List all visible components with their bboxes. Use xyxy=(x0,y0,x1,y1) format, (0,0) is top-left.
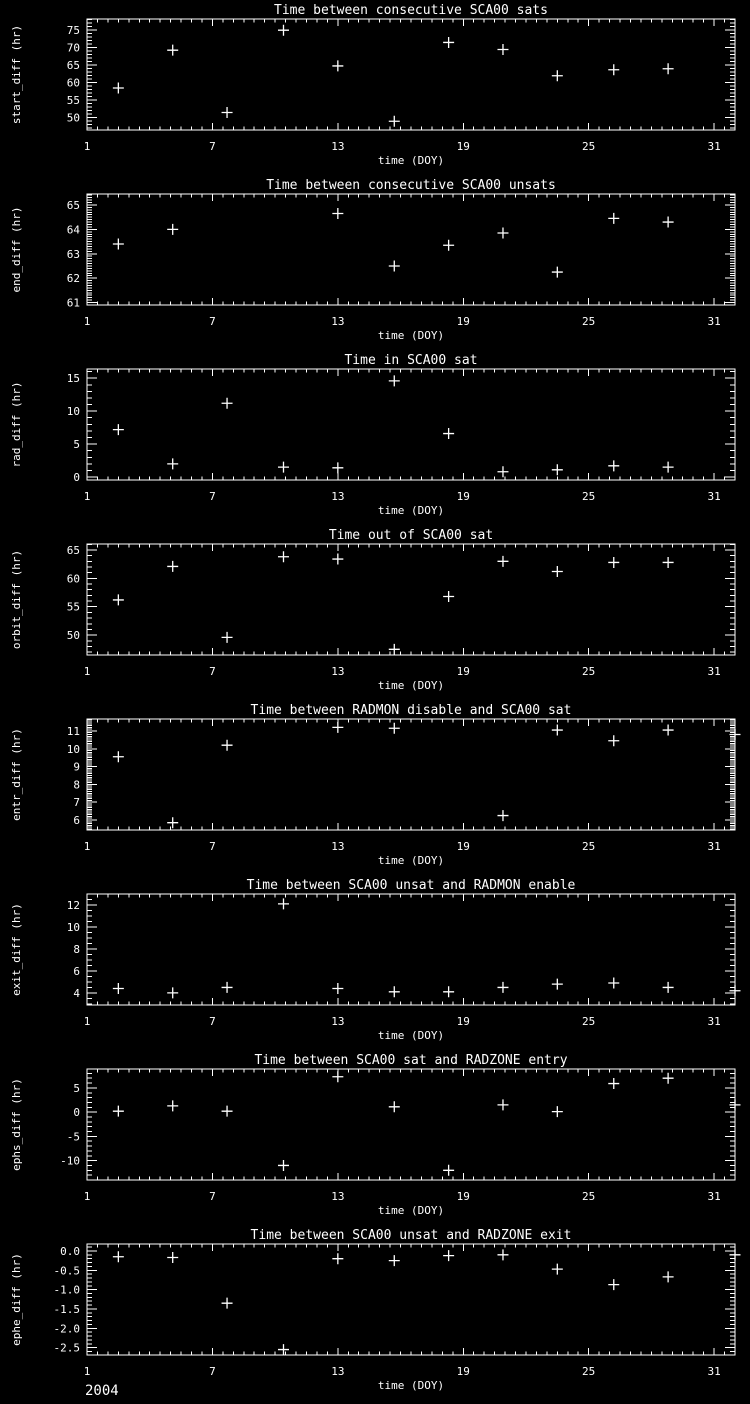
data-point-marker xyxy=(608,735,619,746)
data-point-marker xyxy=(497,44,508,55)
plot-block-entr-diff xyxy=(0,700,750,875)
plot-block-exit-diff xyxy=(0,875,750,1050)
y-tick-labels xyxy=(54,1245,81,1355)
y-tick-label: -1.0 xyxy=(53,1283,80,1297)
y-tick-label: 65 xyxy=(66,543,80,557)
scatter-plot-ephe-diff xyxy=(0,1225,750,1400)
plot-block-end-diff xyxy=(0,175,750,350)
data-point-marker xyxy=(332,983,343,994)
x-tick-label: 31 xyxy=(707,315,721,328)
y-tick-label: 62 xyxy=(66,272,80,286)
data-point-marker xyxy=(389,986,400,997)
x-axis-ticks xyxy=(87,544,735,655)
y-tick-labels xyxy=(67,725,80,827)
plot-frame xyxy=(87,1244,735,1355)
data-point-marker xyxy=(167,45,178,56)
y-axis-ticks xyxy=(87,20,735,129)
data-points xyxy=(113,25,674,127)
x-tick-label: 13 xyxy=(331,840,345,853)
data-points xyxy=(113,1071,741,1176)
x-tick-label: 13 xyxy=(331,1190,345,1203)
y-tick-label: 9 xyxy=(73,760,80,774)
x-axis-label: time (DOY) xyxy=(377,154,445,167)
plot-block-ephs-diff xyxy=(0,1050,750,1225)
y-tick-label: 11 xyxy=(66,724,80,738)
y-tick-label: -2.0 xyxy=(53,1322,80,1336)
x-tick-labels xyxy=(84,1365,721,1378)
data-point-marker xyxy=(608,213,619,224)
y-tick-label: 6 xyxy=(73,964,80,978)
data-point-marker xyxy=(278,1344,289,1355)
y-tick-label: 65 xyxy=(66,59,80,73)
data-point-marker xyxy=(389,723,400,734)
plot-block-start-diff xyxy=(0,0,750,175)
data-point-marker xyxy=(278,25,289,36)
data-point-marker xyxy=(113,1106,124,1117)
data-point-marker xyxy=(608,460,619,471)
x-tick-label: 19 xyxy=(456,140,470,153)
x-tick-label: 25 xyxy=(582,840,596,853)
x-tick-label: 19 xyxy=(456,1015,470,1028)
x-tick-label: 31 xyxy=(707,1365,721,1378)
data-point-marker xyxy=(167,458,178,469)
y-axis-ticks xyxy=(87,1073,735,1180)
y-tick-labels xyxy=(67,372,80,484)
data-points xyxy=(113,722,741,828)
y-tick-label: 0 xyxy=(73,471,80,485)
data-point-marker xyxy=(389,260,400,271)
x-tick-labels xyxy=(84,1015,721,1028)
data-point-marker xyxy=(443,1250,454,1261)
y-tick-label: 61 xyxy=(66,296,80,310)
y-axis-label: start_diff (hr) xyxy=(10,24,23,125)
data-point-marker xyxy=(222,398,233,409)
data-point-marker xyxy=(167,817,178,828)
x-tick-label: 31 xyxy=(707,1015,721,1028)
x-axis-label: time (DOY) xyxy=(377,1029,445,1042)
y-axis-ticks xyxy=(87,720,735,829)
x-tick-label: 1 xyxy=(83,840,91,853)
year-label: 2004 xyxy=(85,1383,119,1399)
y-tick-label: 10 xyxy=(66,742,80,756)
data-point-marker xyxy=(497,1249,508,1260)
x-tick-label: 31 xyxy=(707,840,721,853)
y-tick-label: 0.0 xyxy=(60,1244,80,1258)
x-tick-label: 19 xyxy=(456,1190,470,1203)
data-point-marker xyxy=(278,551,289,562)
x-tick-label: 1 xyxy=(83,665,91,678)
x-tick-label: 1 xyxy=(83,1365,91,1378)
data-point-marker xyxy=(278,1160,289,1171)
x-tick-label: 25 xyxy=(582,315,596,328)
y-tick-label: 50 xyxy=(66,111,80,125)
x-tick-label: 13 xyxy=(331,1365,345,1378)
x-axis-ticks xyxy=(87,194,735,305)
x-tick-label: 7 xyxy=(209,1190,216,1203)
scatter-plot-exit-diff xyxy=(0,875,750,1050)
data-point-marker xyxy=(552,70,563,81)
plot-frame xyxy=(87,194,735,305)
y-tick-label: 64 xyxy=(66,223,80,237)
x-tick-label: 31 xyxy=(707,490,721,503)
data-point-marker xyxy=(113,751,124,762)
data-point-marker xyxy=(552,464,563,475)
x-axis-label: time (DOY) xyxy=(377,504,445,517)
data-point-marker xyxy=(389,375,400,386)
x-tick-label: 1 xyxy=(83,490,91,503)
data-points xyxy=(113,1249,741,1355)
data-point-marker xyxy=(443,37,454,48)
data-point-marker xyxy=(222,107,233,118)
scatter-plot-ephs-diff xyxy=(0,1050,750,1225)
data-point-marker xyxy=(389,1255,400,1266)
y-axis-ticks xyxy=(87,894,735,1004)
y-tick-labels xyxy=(60,1082,80,1168)
y-axis-label: orbit_diff (hr) xyxy=(10,549,23,650)
data-point-marker xyxy=(222,1298,233,1309)
x-tick-label: 25 xyxy=(582,1365,596,1378)
data-point-marker xyxy=(443,986,454,997)
y-tick-label: -10 xyxy=(60,1154,80,1168)
x-tick-label: 25 xyxy=(582,665,596,678)
x-tick-label: 7 xyxy=(209,140,216,153)
data-point-marker xyxy=(730,1099,741,1110)
y-tick-label: 5 xyxy=(73,1081,80,1095)
data-point-marker xyxy=(497,466,508,477)
data-point-marker xyxy=(608,1279,619,1290)
data-point-marker xyxy=(663,725,674,736)
x-tick-label: 25 xyxy=(582,1015,596,1028)
data-point-marker xyxy=(389,116,400,127)
x-tick-label: 7 xyxy=(209,1015,216,1028)
y-axis-label: rad_diff (hr) xyxy=(10,381,23,468)
data-point-marker xyxy=(113,82,124,93)
data-point-marker xyxy=(552,267,563,278)
x-tick-labels xyxy=(84,840,721,853)
plot-frame xyxy=(87,369,735,480)
y-tick-label: 12 xyxy=(66,898,80,912)
scatter-plot-rad-diff xyxy=(0,350,750,525)
data-point-marker xyxy=(730,985,741,996)
data-points xyxy=(113,551,674,655)
data-point-marker xyxy=(552,1106,563,1117)
x-axis-label: time (DOY) xyxy=(377,854,445,867)
data-point-marker xyxy=(663,462,674,473)
data-point-marker xyxy=(608,1078,619,1089)
plot-title: Time between SCA00 unsat and RADMON enable xyxy=(246,878,576,893)
data-point-marker xyxy=(113,594,124,605)
data-point-marker xyxy=(497,982,508,993)
y-tick-labels xyxy=(67,544,80,642)
data-point-marker xyxy=(552,566,563,577)
data-point-marker xyxy=(443,591,454,602)
scatter-plot-start-diff xyxy=(0,0,750,175)
plot-frame xyxy=(87,894,735,1005)
y-axis-label: ephe_diff (hr) xyxy=(10,1253,23,1346)
x-tick-label: 1 xyxy=(83,315,91,328)
plot-frame xyxy=(87,719,735,830)
y-axis-label: entr_diff (hr) xyxy=(10,728,23,821)
x-tick-label: 25 xyxy=(582,140,596,153)
x-tick-label: 19 xyxy=(456,840,470,853)
x-tick-label: 13 xyxy=(331,665,345,678)
x-tick-labels xyxy=(84,1190,721,1203)
data-point-marker xyxy=(497,810,508,821)
y-axis-label: ephs_diff (hr) xyxy=(10,1078,23,1171)
y-tick-labels xyxy=(67,199,81,310)
x-tick-label: 7 xyxy=(209,1365,216,1378)
y-axis-label: end_diff (hr) xyxy=(10,206,23,293)
data-point-marker xyxy=(332,1253,343,1264)
data-point-marker xyxy=(663,1073,674,1084)
x-tick-labels xyxy=(84,665,721,678)
x-tick-label: 25 xyxy=(582,1190,596,1203)
plot-frame xyxy=(87,19,735,130)
y-tick-label: 7 xyxy=(73,796,80,810)
data-point-marker xyxy=(113,1251,124,1262)
plot-title: Time out of SCA00 sat xyxy=(328,528,494,543)
x-tick-label: 1 xyxy=(83,1190,91,1203)
x-axis-ticks xyxy=(87,894,735,1005)
y-tick-label: 4 xyxy=(73,986,80,1000)
data-point-marker xyxy=(497,556,508,567)
data-points xyxy=(113,898,741,998)
x-tick-label: 7 xyxy=(209,490,216,503)
x-tick-label: 13 xyxy=(331,1015,345,1028)
x-axis-label: time (DOY) xyxy=(377,1379,445,1392)
x-tick-label: 19 xyxy=(456,315,470,328)
y-axis-ticks xyxy=(87,372,735,477)
data-point-marker xyxy=(443,1165,454,1176)
data-point-marker xyxy=(663,217,674,228)
x-axis-ticks xyxy=(87,719,735,830)
plot-title: Time between consecutive SCA00 sats xyxy=(274,3,548,18)
data-point-marker xyxy=(497,228,508,239)
y-tick-label: 70 xyxy=(66,41,80,55)
x-axis-label: time (DOY) xyxy=(377,1204,445,1217)
x-tick-label: 7 xyxy=(209,665,216,678)
data-point-marker xyxy=(332,60,343,71)
x-tick-label: 1 xyxy=(83,1015,91,1028)
y-tick-label: 8 xyxy=(73,942,80,956)
y-tick-label: 10 xyxy=(66,405,80,419)
y-tick-labels xyxy=(67,899,81,1000)
x-tick-label: 25 xyxy=(582,490,596,503)
data-point-marker xyxy=(608,978,619,989)
plot-frame xyxy=(87,1069,735,1180)
y-tick-label: 75 xyxy=(66,24,80,38)
data-point-marker xyxy=(332,1071,343,1082)
data-point-marker xyxy=(167,987,178,998)
y-tick-label: -2.5 xyxy=(53,1341,80,1355)
data-point-marker xyxy=(443,240,454,251)
x-tick-label: 13 xyxy=(331,490,345,503)
x-tick-label: 31 xyxy=(707,665,721,678)
y-axis-label: exit_diff (hr) xyxy=(10,903,23,996)
plot-block-rad-diff xyxy=(0,350,750,525)
data-point-marker xyxy=(552,725,563,736)
data-point-marker xyxy=(663,557,674,568)
data-point-marker xyxy=(167,561,178,572)
y-tick-label: 15 xyxy=(66,372,80,386)
data-point-marker xyxy=(497,1099,508,1110)
plot-block-ephe-diff xyxy=(0,1225,750,1400)
y-tick-label: 8 xyxy=(73,778,80,792)
data-point-marker xyxy=(222,632,233,643)
x-axis-ticks xyxy=(87,1069,735,1180)
x-tick-label: 13 xyxy=(331,315,345,328)
y-tick-label: 5 xyxy=(73,438,80,452)
data-point-marker xyxy=(552,979,563,990)
y-tick-label: -5 xyxy=(66,1130,80,1144)
x-tick-label: 7 xyxy=(209,840,216,853)
data-point-marker xyxy=(167,1252,178,1263)
x-tick-labels xyxy=(84,140,721,153)
data-point-marker xyxy=(222,982,233,993)
data-point-marker xyxy=(167,224,178,235)
y-tick-label: 55 xyxy=(66,600,80,614)
scatter-plot-end-diff xyxy=(0,175,750,350)
data-point-marker xyxy=(663,63,674,74)
data-point-marker xyxy=(332,554,343,565)
y-tick-label: 65 xyxy=(66,198,80,212)
data-point-marker xyxy=(663,982,674,993)
x-axis-ticks xyxy=(87,1244,735,1355)
data-point-marker xyxy=(113,239,124,250)
x-tick-label: 31 xyxy=(707,1190,721,1203)
data-point-marker xyxy=(278,462,289,473)
y-tick-label: 10 xyxy=(66,920,80,934)
data-point-marker xyxy=(167,1100,178,1111)
x-tick-label: 1 xyxy=(83,140,91,153)
x-tick-label: 19 xyxy=(456,490,470,503)
data-point-marker xyxy=(113,424,124,435)
plot-title: Time between SCA00 sat and RADZONE entry xyxy=(254,1053,568,1068)
y-tick-label: 6 xyxy=(73,814,80,828)
y-tick-label: 60 xyxy=(66,572,80,586)
x-axis-label: time (DOY) xyxy=(377,679,445,692)
plot-title: Time between RADMON disable and SCA00 sat xyxy=(250,703,572,718)
plot-title: Time between SCA00 unsat and RADZONE exit xyxy=(250,1228,572,1243)
plot-block-orbit-diff xyxy=(0,525,750,700)
y-tick-label: 63 xyxy=(66,247,80,261)
data-points xyxy=(113,208,674,278)
y-axis-ticks xyxy=(87,544,735,652)
y-axis-ticks xyxy=(87,195,735,305)
data-point-marker xyxy=(222,1106,233,1117)
data-points xyxy=(113,375,674,477)
x-tick-label: 19 xyxy=(456,665,470,678)
data-point-marker xyxy=(663,1271,674,1282)
plot-frame xyxy=(87,544,735,655)
x-axis-label: time (DOY) xyxy=(377,329,445,342)
data-point-marker xyxy=(113,983,124,994)
plot-title: Time between consecutive SCA00 unsats xyxy=(266,178,556,193)
y-tick-label: 50 xyxy=(66,629,80,643)
data-point-marker xyxy=(608,557,619,568)
y-tick-label: 60 xyxy=(66,76,80,90)
x-tick-label: 7 xyxy=(209,315,216,328)
x-tick-labels xyxy=(84,490,721,503)
data-point-marker xyxy=(389,1101,400,1112)
y-tick-labels xyxy=(67,24,80,125)
data-point-marker xyxy=(332,208,343,219)
y-tick-label: 0 xyxy=(73,1106,80,1120)
data-point-marker xyxy=(608,64,619,75)
plot-title: Time in SCA00 sat xyxy=(344,353,478,368)
scatter-plot-entr-diff xyxy=(0,700,750,875)
x-tick-label: 13 xyxy=(331,140,345,153)
y-tick-label: -0.5 xyxy=(53,1264,80,1278)
y-axis-ticks xyxy=(87,1247,735,1351)
data-point-marker xyxy=(222,740,233,751)
scatter-plot-orbit-diff xyxy=(0,525,750,700)
data-point-marker xyxy=(278,898,289,909)
x-tick-label: 31 xyxy=(707,140,721,153)
x-axis-ticks xyxy=(87,19,735,130)
data-point-marker xyxy=(443,428,454,439)
y-tick-label: -1.5 xyxy=(53,1302,80,1316)
data-point-marker xyxy=(332,462,343,473)
x-axis-ticks xyxy=(87,369,735,480)
data-point-marker xyxy=(332,722,343,733)
x-tick-labels xyxy=(84,315,721,328)
x-tick-label: 19 xyxy=(456,1365,470,1378)
y-tick-label: 55 xyxy=(66,94,80,108)
data-point-marker xyxy=(552,1264,563,1275)
